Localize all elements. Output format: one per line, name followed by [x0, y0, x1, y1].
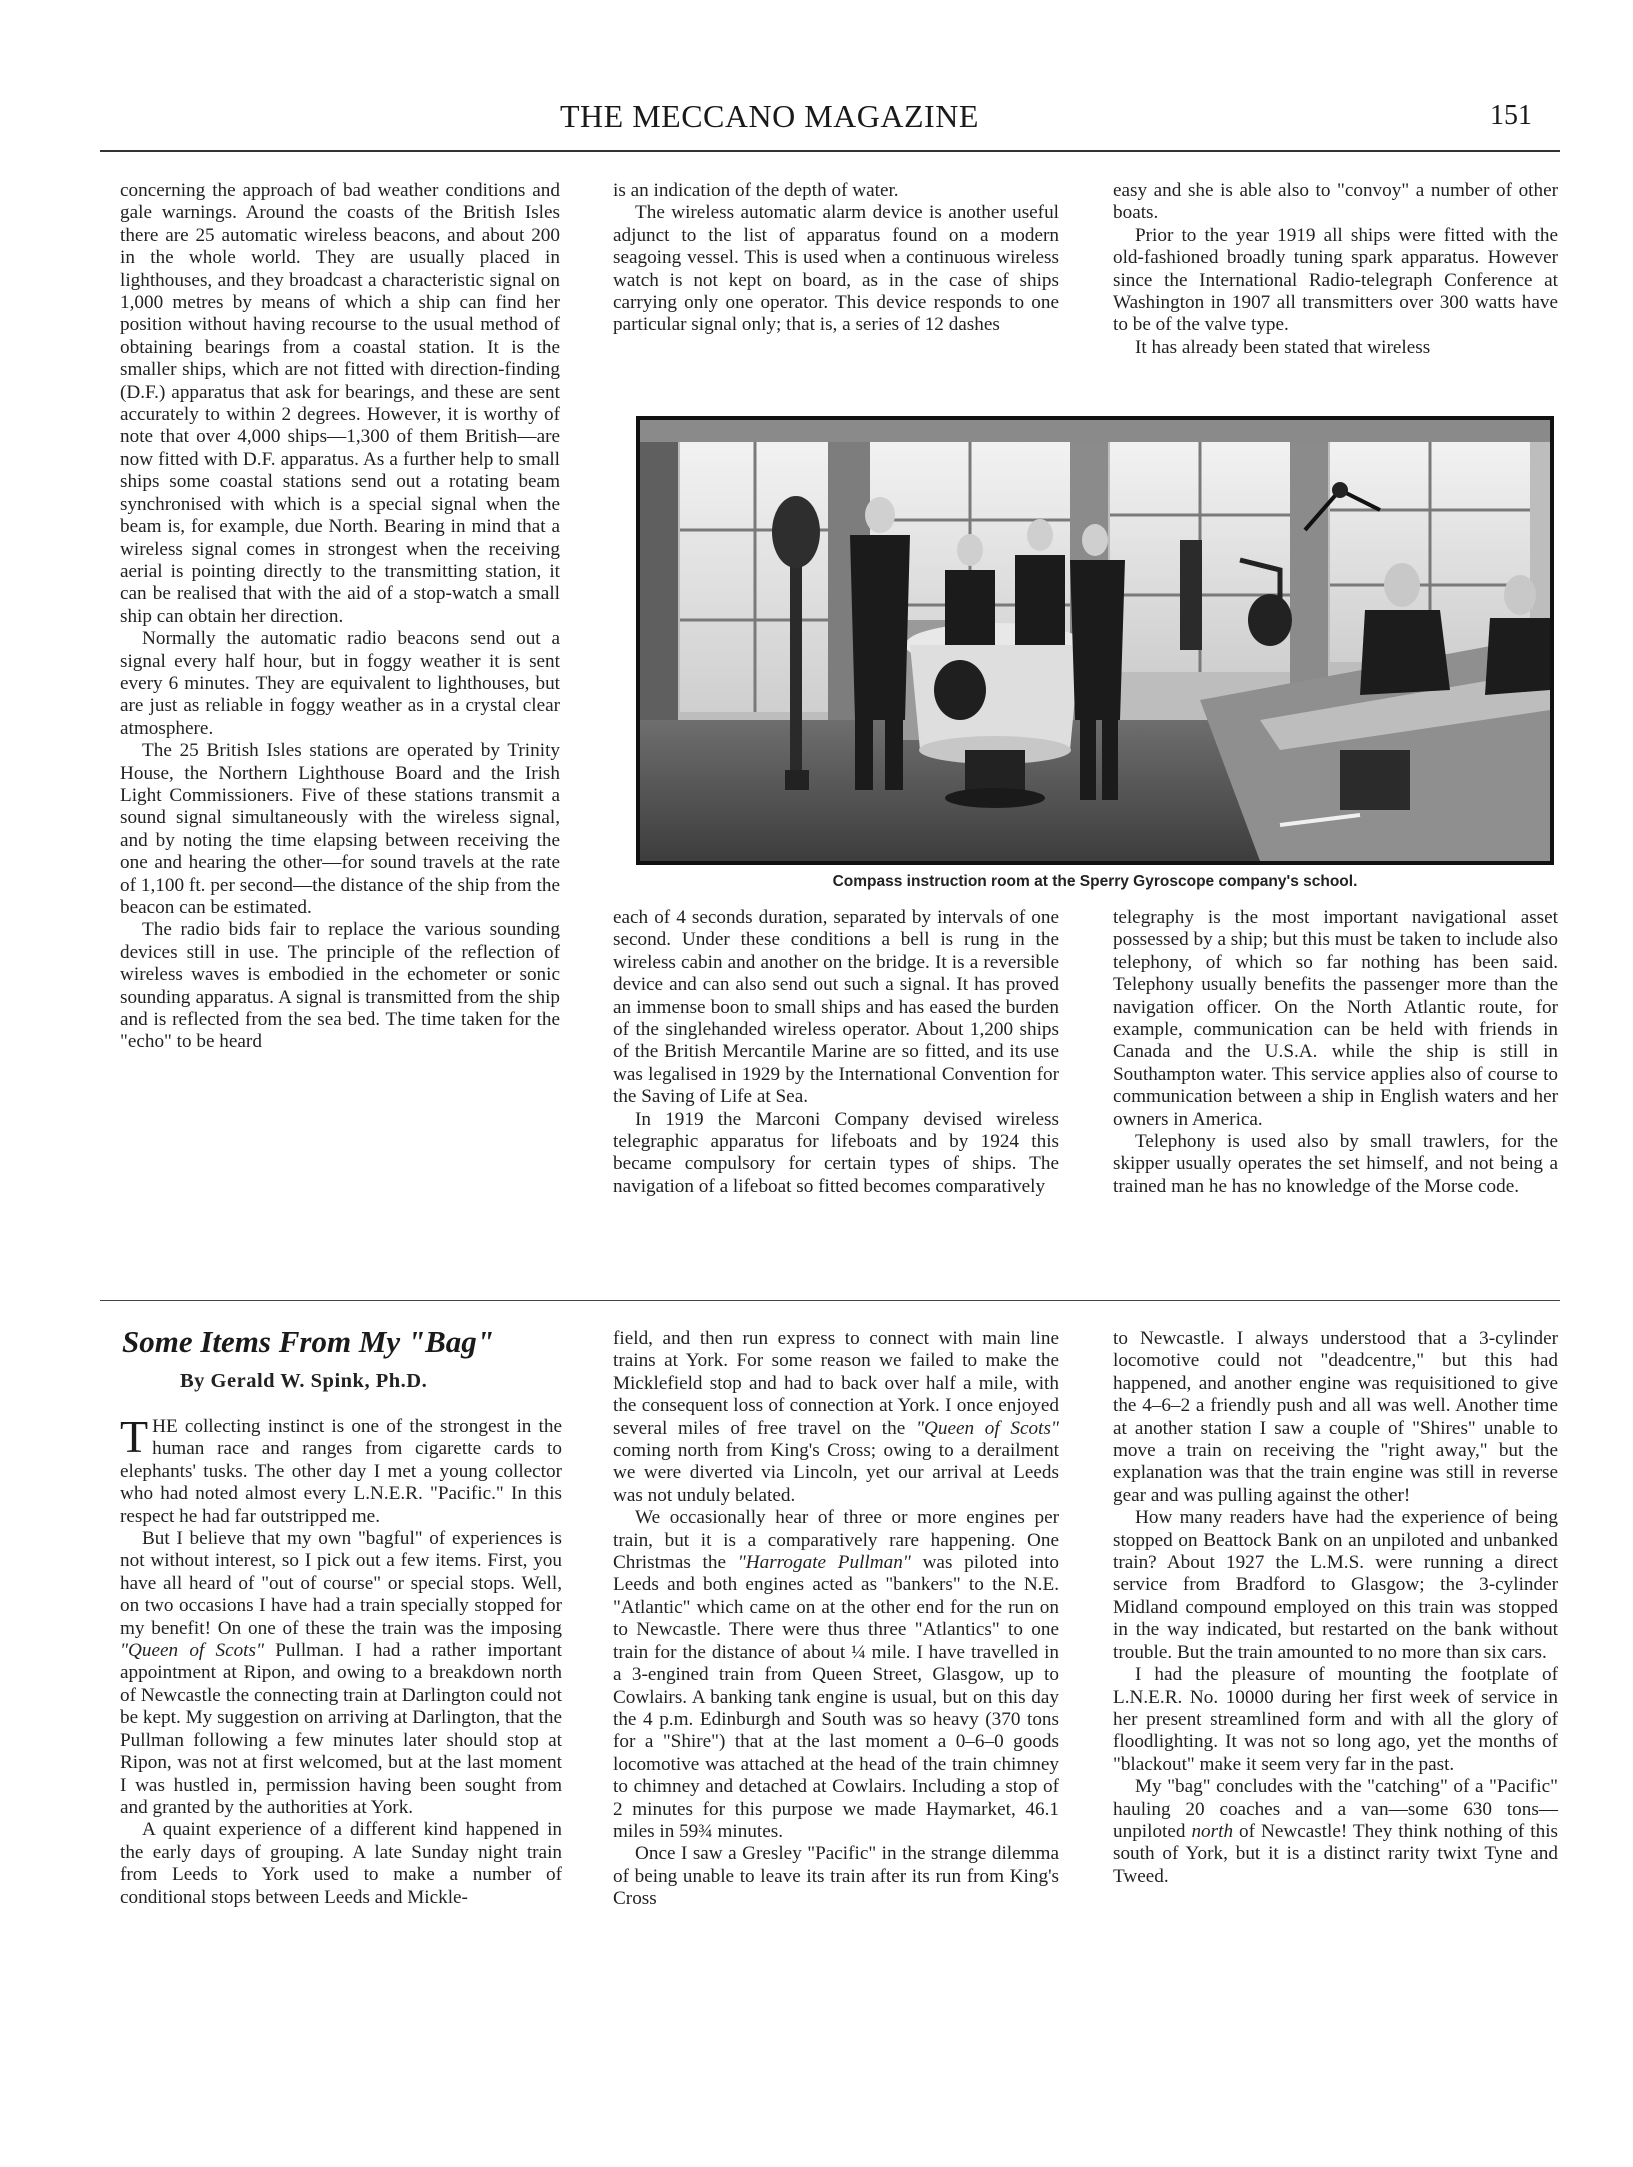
paragraph: Prior to the year 1919 all ships were fitted with the old-fashioned broadly tuning spark apparatus. However since the International Radio-telegraph Conference at Washington in 1907 all transmitters over 300 watts have to be of the valve type.	[1113, 224, 1558, 336]
paragraph	[120, 1411, 562, 1528]
paragraph: to Newcastle. I always understood that a 3-cylinder locomotive could not "deadcentre," but this had happened, and another engine was requisitioned to give the 4–6–2 a friendly push and all was well. Another time at another station I saw a couple of "Shires" unable to move a train on receiving the "right away," but the explanation was that the train engine was still in reverse gear and was pulling against the other!	[1113, 1328, 1558, 1506]
text-run: coming north from King's Cross; owing to a derailment we were diverted via Lincoln, yet our arrival at Leeds was not unduly belated.	[613, 1440, 1059, 1506]
magazine-title: THE MECCANO MAGAZINE	[560, 98, 979, 134]
page-number: 151	[1490, 100, 1532, 131]
paragraph: In 1919 the Marconi Company devised wireless telegraphic apparatus for lifeboats and by 1924 this became compulsory for certain types of ships. The navigation of a lifeboat so fitted becomes comparatively	[613, 1108, 1059, 1197]
paragraph	[613, 1507, 1059, 1843]
photo-caption: Compass instruction room at the Sperry Gyroscope company's school.	[832, 873, 1358, 890]
header-divider	[100, 150, 1560, 152]
paragraph: The radio bids fair to replace the various sounding devices still in use. The principle of the reflection of wireless waves is embodied in the echometer or sonic sounding apparatus. A signal is transmitted from the ship and is reflected from the sea bed. The time taken for the "echo" to be heard	[120, 919, 560, 1053]
paragraph	[120, 1528, 562, 1819]
paragraph: concerning the approach of bad weather conditions and gale warnings. Around the coasts of the British Isles there are 25 automatic wireless beacons, and about 200 in the whole world. They are usually placed in lighthouses, and they broadcast a characteristic signal on 1,000 metres by means of which a ship can find her position without having recourse to the usual method of obtaining bearings from a coastal station. It is the smaller ships, which are not fitted with direction-finding (D.F.) apparatus that ask for bearings, and these are sent accurately to within 2 degrees. However, it is worthy of note that over 4,000 ships—1,300 of them British—are now fitted with D.F. apparatus. As a further help to small ships some coastal stations send out a rotating beam synchronised with which is a special signal when the beam is, for example, due North. Bearing in mind that a wireless signal comes in strongest when the receiving aerial is pointing directly to the transmitting station, it can be realised that with the aid of a stop-watch a small ship can obtain her direction.	[120, 180, 560, 627]
paragraph	[1113, 1776, 1558, 1888]
article-title: Some Items From My "Bag"	[122, 1324, 494, 1359]
bag-column-3	[1113, 1328, 1558, 1888]
text-run: Pullman. I had a rather important appointment at Ripon, and owing to a breakdown north of Newcastle the connecting train at Darlington could not be kept. My suggestion on arriving at Darlington, that the Pullman following a few minutes later should stop at Ripon, was not at first welcomed, but at the last moment I was hustled in, permission having been sought from and granted by the authorities at York.	[120, 1640, 562, 1818]
lead-in: HE	[152, 1416, 178, 1437]
wireless-column-3-top	[1113, 180, 1558, 359]
text-run: But I believe that my own "bagful" of experiences is not without interest, so I pick out a few items. First, you have all heard of "out of course" or special stops. Well, on two occasions I have had a train specially stopped for my benefit! On one of these the train was the imposing	[120, 1528, 562, 1639]
text-run: collecting instinct is one of the strongest in the human race and ranges from cigarette cards to elephants' tusks. The other day I met a young collector who had noted almost every L.N.E.R. "Pacific." In this respect he had far outstripped me.	[120, 1416, 562, 1527]
photo-illustration	[640, 420, 1550, 861]
paragraph: telegraphy is the most important navigational asset possessed by a ship; but this must be taken to include also telephony, of which so far nothing has been said. Telephony usually benefits the passenger more than the navigation officer. On the North Atlantic route, for example, communication can be held with friends in Canada and the U.S.A. while the ship is still in Southampton water. This service applies also of course to communication between a ship in English waters and her owners in America.	[1113, 907, 1558, 1130]
bag-column-1	[120, 1411, 562, 1909]
text-run: My "bag" concludes with the "catching" of a "Pacific" hauling 20 coaches and a van—some 630 tons—unpiloted	[1113, 1776, 1558, 1842]
drop-cap: T	[120, 1411, 149, 1462]
wireless-column-2-top	[613, 180, 1059, 337]
italic-run: "Queen of Scots"	[120, 1640, 265, 1662]
text-run: field, and then run express to connect with main line trains at York. For some reason we failed to make the Micklefield stop and had to back over half a mile, with the consequent loss of connection at York. I once enjoyed several miles of free travel on the	[613, 1328, 1059, 1439]
paragraph: It has already been stated that wireless	[1135, 336, 1431, 358]
paragraph: I had the pleasure of mounting the footplate of L.N.E.R. No. 10000 during her first week of service in her present streamlined form and with all the glory of floodlighting. It was not so long ago, yet the months of "blackout" make it seem very far in the past.	[1113, 1664, 1558, 1775]
paragraph	[613, 1328, 1059, 1507]
paragraph: A quaint experience of a different kind happened in the early days of grouping. A late Sunday night train from Leeds to York used to make a number of conditional stops between Leeds and Mickle-	[120, 1819, 562, 1908]
paragraph: The 25 British Isles stations are operated by Trinity House, the Northern Lighthouse Board and the Irish Light Commissioners. Five of these stations transmit a sound signal simultaneously with the wireless signal, and by noting the time elapsing between receiving the one and hearing the other—for sound travels at the rate of 1,100 ft. per second—the distance of the ship from the beacon can be estimated.	[120, 740, 560, 918]
text-run: We occasionally hear of three or more engines per train, but it is a comparatively rare happening. One Christmas the	[613, 1507, 1059, 1574]
paragraph: each of 4 seconds duration, separated by intervals of one second. Under these conditions a bell is rung in the wireless cabin and another on the bridge. It is a reversible device and can also send out such a signal. It has proved an immense boon to small ships and has eased the burden of the singlehanded wireless operator. About 1,200 ships of the British Mercantile Marine are so fitted, and its use was legalised in 1929 by the International Convention for the Saving of Life at Sea.	[613, 907, 1059, 1108]
italic-run: "Queen of Scots"	[915, 1417, 1059, 1439]
wireless-column-1	[120, 180, 560, 1054]
wireless-column-2-bottom	[613, 907, 1059, 1198]
paragraph: The wireless automatic alarm device is another useful adjunct to the list of apparatus found on a modern seagoing vessel. This is used when a continuous wireless watch is not kept on board, as in the case of ships carrying only one operator. This device responds to one particular signal only; that is, a series of 12 dashes	[613, 202, 1059, 336]
compass-room-photo	[636, 416, 1554, 865]
paragraph: How many readers have had the experience of being stopped on Beattock Bank on an unpiloted and unbanked train? About 1927 the L.M.S. were running a direct service from Bradford to Glasgow; the 3-cylinder Midland compound employed on this train was stopped in the way indicated, but restarted on the bank without trouble. But the train amounted to no more than six cars.	[1113, 1507, 1558, 1663]
paragraph: Normally the automatic radio beacons send out a signal every half hour, but in foggy weather it is sent every 6 minutes. They are equivalent to lighthouses, but are just as reliable in foggy weather as in a crystal clear atmosphere.	[120, 628, 560, 739]
italic-run: "Harrogate Pullman"	[737, 1552, 911, 1574]
text-run: of Newcastle! They think nothing of this south of York, but it is a distinct rarity twixt Tyne and Tweed.	[1113, 1820, 1558, 1887]
bag-column-2	[613, 1328, 1059, 1911]
paragraph: Once I saw a Gresley "Pacific" in the strange dilemma of being unable to leave its train after its run from King's Cross	[613, 1843, 1059, 1910]
wireless-column-3-bottom	[1113, 907, 1558, 1198]
text-run: was piloted into Leeds and both engines acted as "bankers" to the N.E. "Atlantic" which came on at the other end for the run on to Newcastle. There were thus three "Atlantics" to one train for the distance of about ¼ mile. I have travelled in a 3-engined train from Queen Street, Glasgow, up to Cowlairs. A banking tank engine is usual, but on this day the 4 p.m. Edinburgh and South was so heavy (370 tons for a "Shire") that at the last moment a 0–6–0 goods locomotive was attached at the head of the train chimney to chimney and detached at Cowlairs. Including a stop of 2 minutes for this purpose we made Haymarket, 46.1 miles in 59¾ minutes.	[613, 1552, 1059, 1842]
paragraph: is an indication of the depth of water.	[613, 180, 899, 201]
article-byline: By Gerald W. Spink, Ph.D.	[180, 1370, 428, 1392]
section-divider	[100, 1300, 1560, 1301]
paragraph: Telephony is used also by small trawlers, for the skipper usually operates the set himself, and not being a trained man he has no knowledge of the Morse code.	[1113, 1131, 1558, 1197]
italic-run: north	[1191, 1820, 1234, 1842]
paragraph: easy and she is able also to "convoy" a number of other boats.	[1113, 180, 1558, 224]
